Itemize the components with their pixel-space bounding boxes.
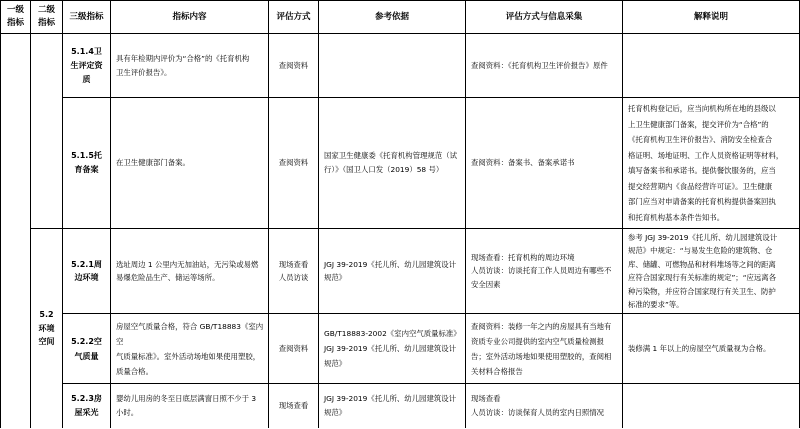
- information-collection: 现场查看 人员访谈：访谈保育人员的室内日照情况: [466, 384, 623, 428]
- header-information-collection: 评估方式与信息采集: [466, 1, 623, 34]
- indicator-content: 婴幼儿用房的冬至日底层满窗日照不少于 3 小时。: [111, 384, 269, 428]
- table-row: [1, 229, 800, 314]
- level1-indicator-cell: [1, 34, 31, 428]
- level3-indicator-5-1-5: 5.1.5托 育备案: [63, 98, 111, 229]
- reference-basis: JGJ 39-2019《托儿所、幼儿园建筑设计 规范》: [319, 229, 466, 314]
- assessment-method: 查阅资料: [269, 34, 319, 98]
- header-level1-indicator: 一级 指标: [1, 1, 31, 34]
- explanation: [623, 384, 800, 428]
- assessment-method: 现场查看: [269, 384, 319, 428]
- assessment-method: 查阅资料: [269, 98, 319, 229]
- table-row: [1, 98, 800, 229]
- assessment-method: 现场查看 人员访谈: [269, 229, 319, 314]
- header-level2-indicator: 二级 指标: [31, 1, 63, 34]
- table-row: [1, 34, 800, 98]
- assessment-method: 查阅资料: [269, 314, 319, 384]
- level2-indicator-cell-5-2: 5.2 环境 空间: [31, 229, 63, 428]
- header-reference-basis: 参考依据: [319, 1, 466, 34]
- level2-indicator-cell-5-1: [31, 34, 63, 229]
- explanation: 托育机构登记后，应当向机构所在地的县级以 上卫生健康部门备案，提交评价为“合格”的 《托育机构卫生评价报告》、消防安全检查合 格证明、场地证明、工作人员资格证明等材料， 填写备案书和承诺书。提供餐饮服务的，应当 提交经营期内《食品经营许可证》。卫生健康 部门应当对申请备案的托育机构提供备案回执 和托育机构基本条件告知书。: [623, 98, 800, 229]
- reference-basis: GB/T18883-2002《室内空气质量标准》 JGJ 39-2019《托儿所、幼儿园建筑设计 规范》: [319, 314, 466, 384]
- indicator-content: 房屋空气质量合格，符合 GB/T18883《室内空 气质量标准》。室外活动场地如果使用塑胶， 质量合格。: [111, 314, 269, 384]
- level3-indicator-5-2-1: 5.2.1周 边环境: [63, 229, 111, 314]
- level3-indicator-5-2-3: 5.2.3房 屋采光: [63, 384, 111, 428]
- level3-indicator-5-1-4: 5.1.4卫 生评定资 质: [63, 34, 111, 98]
- reference-basis: [319, 34, 466, 98]
- explanation: 装修满 1 年以上的房屋空气质量视为合格。: [623, 314, 800, 384]
- information-collection: 现场查看：托育机构的周边环境 人员访谈：访谈托育工作人员周边有哪些不 安全因素: [466, 229, 623, 314]
- information-collection: 查阅资料：装修一年之内的房屋具有当地有 资质专业公司提供的室内空气质量检测报 告；室外活动场地如果使用塑胶的，查阅相 关材料合格报告: [466, 314, 623, 384]
- header-explanation: 解释说明: [623, 1, 800, 34]
- header-assessment-method: 评估方式: [269, 1, 319, 34]
- indicator-content: 在卫生健康部门备案。: [111, 98, 269, 229]
- reference-basis: JGJ 39-2019《托儿所、幼儿园建筑设计 规范》: [319, 384, 466, 428]
- information-collection: 查阅资料：《托育机构卫生评价报告》原件: [466, 34, 623, 98]
- table-row: [1, 314, 800, 384]
- indicator-content: 选址周边 1 公里内无加油站，无污染或易燃 易爆危险品生产、储运等场所。: [111, 229, 269, 314]
- level3-indicator-5-2-2: 5.2.2空 气质量: [63, 314, 111, 384]
- information-collection: 查阅资料：备案书、备案承诺书: [466, 98, 623, 229]
- header-level3-indicator: 三级指标: [63, 1, 111, 34]
- explanation: 参考 JGJ 39-2019《托儿所、幼儿园建筑设计 规范》中规定：“与易发生危险的建筑物、仓 库、储罐、可燃物品和材料堆场等之间的距离 应符合国家现行有关标准的规定”；“应远离各 种污染物，并应符合国家现行有关卫生、防护 标准的要求”等。: [623, 229, 800, 314]
- header-indicator-content: 指标内容: [111, 1, 269, 34]
- explanation: [623, 34, 800, 98]
- reference-basis: 国家卫生健康委《托育机构管理规范（试 行）》（国卫人口发（2019）58 号）: [319, 98, 466, 229]
- table-row: [1, 384, 800, 428]
- indicator-content: 具有年检期内评价为“合格”的《托育机构 卫生评价报告》。: [111, 34, 269, 98]
- header-row: [1, 1, 800, 34]
